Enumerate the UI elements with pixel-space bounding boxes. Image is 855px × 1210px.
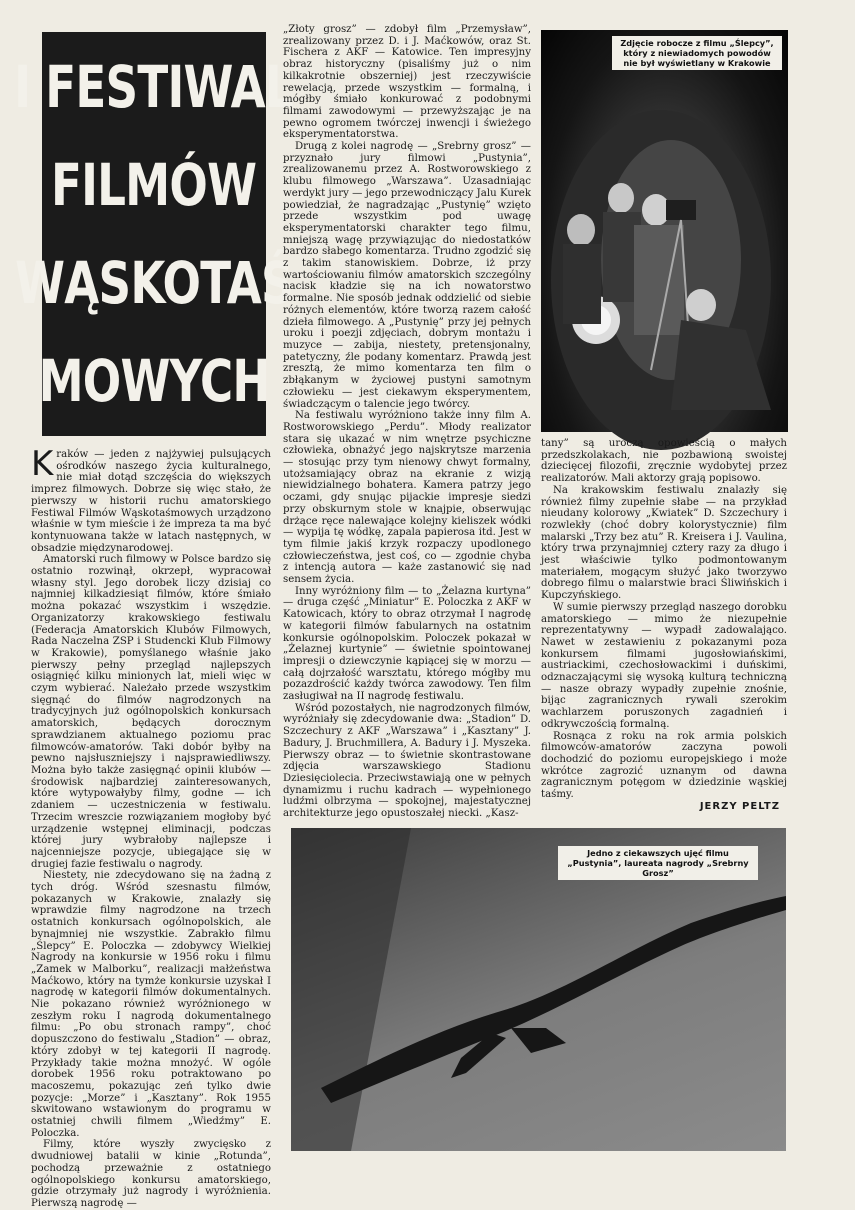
article-paragraph: Na krakowskim festiwalu znalazły się również filmy zupełnie słabe — na przykład nieudany kolorowy „Kwiatek” D. Szczechury i rozwlekły (choć dobry kolorystycznie) film malarski „Trzy bez atu” R. Kreisera i J. Vaulina, który trwa przynajmniej cztery razy za długo i jest właściwie tylko podmontowanym materiałem, mogącym służyć jako tworzywo dobrego filmu o malarstwie braci Śliwińskich i Kupczyńskiego. (541, 484, 787, 602)
article-paragraph: W sumie pierwszy przegląd naszego dorobku amatorskiego — mimo że niezupełnie reprezentatywny — wypadł zadowalająco. Nawet w zestawieniu z pokazanymi poza konkursem filmami jugosłowiańskimi, austriackimi, czechosłowackimi i duńskimi, odznaczającymi się wysoką kulturą techniczną — nasze obrazy wypadły zupełnie znośnie, bijąc zagranicznych rywali szerokim wachlarzem poruszonych zagadnień i odkrywczością formalną. (541, 601, 787, 730)
article-paragraph: Niestety, nie zdecydowano się na żadną z tych dróg. Wśród szesnastu filmów, pokazanych w Krakowie, znalazły się wprawdzie filmy nagrodzone na trzech ostatnich konkursach ogólnopolskich, ale bynajmniej nie wszystkie. Zabrakło filmu „Ślepcy” E. Poloczka — zdobywcy Wielkiej Nagrody na konkursie w 1956 roku i filmu „Zamek w Malborku”, realizacji małżeństwa Maćkowo, który na tymże konkursie uzyskał I nagrodę w kategorii filmów dokumentalnych. Nie pokazano również wyróżnionego w zeszłym roku I nagrodą dokumentalnego filmu: „Po obu stronach rampy”, choć dopuszczono do festiwalu „Stadion” — obraz, który zdobył w tej kategorii II nagrodę. Przykłady takie można mnożyć. W ogóle dorobek 1956 roku potraktowano po macoszemu, pokazując zeń tylko dwie pozycje: „Morze” i „Kasztany”. Rok 1955 skwitowano wstawionym do programu w ostatniej chwili filmem „Wiedźmy” E. Poloczka. (31, 870, 271, 1139)
article-paragraph: Amatorski ruch filmowy w Polsce bardzo się ostatnio rozwinął, okrzepł, wypracował własny styl. Jego dorobek liczy dzisiaj co najmniej kilkadziesiąt filmów, które śmiało można pokazać wszystkim i wszędzie. Organizatorzy krakowskiego festiwalu (Federacja Amatorskich Klubów Filmowych, Rada Naczelna ZSP i Studencki Klub Filmowy w Krakowie), pomyślanego właśnie jako pierwszy pełny przegląd najlepszych osiągnięć kilku minionych lat, mieli więc w czym wybierać. Należało przede wszystkim sięgnąć do filmów nagrodzonych na tradycyjnych już ogólnopolskich konkursach amatorskich, będących dorocznym sprawdzianem aktualnego poziomu prac filmowców-amatorów. Taki dobór byłby na pewno najsłuszniejszy i najsprawiedliwszy. Można było także zasięgnąć opinii klubów — środowisk najbardziej zainteresowanych, które wytypowałyby filmy, godne — ich zdaniem — uczestniczenia w festiwalu. Trzecim wreszcie rozwiązaniem mogłoby być urządzenie wstępnej eliminacji, podczas której jury wybrałoby najlepsze i najcenniejsze pozycje, ubiegające się w drugiej fazie festiwalu o nagrody. (31, 554, 271, 870)
article-paragraph: Filmy, które wyszły zwycięsko z dwudniowej batalii w kinie „Rotunda”, pochodzą przeważnie z ostatniego ogólnopolskiego konkursu amatorskiego, gdzie otrzymały już nagrody i wyróżnienia. Pierwszą nagrodę — (31, 1139, 271, 1209)
article-column-3 (541, 438, 787, 801)
article-paragraph: tany” są uroczą opowieścią o małych przedszkolakach, nie pozbawioną swoistej dziecięcej filozofii, zręcznie wydobytej przez realizatorów. Mali aktorzy grają popisowo. (541, 438, 787, 485)
article-paragraph: Na festiwalu wyróżniono także inny film A. Rostworowskiego „Perdu”. Młody realizator stara się ukazać w nim wnętrze psychiczne człowieka, obnażyć jego najskrytsze marzenia — stosując przy tym nienowy chwyt formalny, utożsamiający obraz na ekranie z wizją niewidzialnego bohatera. Kamera patrzy jego oczami, gdy snując pijackie impresje siedzi przy obskurnym stole w knajpie, obserwując drżące ręce nalewające kolejny kieliszek wódki — wypija tę wódkę, zapala papierosa itd. Jest w tym filmie jakiś krzyk rozpaczy upodlonego człowieczeństwa, jest coś, co — zgodnie chyba z intencją autora — każe zastanowić się nad sensem życia. (283, 410, 531, 586)
title-line: FILMÓW (51, 151, 257, 219)
photo-caption: Jedno z ciekawszych ujęć filmu „Pustynia”, laureata nagrody „Srebrny Grosz” (558, 846, 758, 880)
title-line: MOWYCH (38, 347, 270, 415)
article-paragraph: Wśród pozostałych, nie nagrodzonych filmów, wyróżniały się zdecydowanie dwa: „Stadion” D. Szczechury z AKF „Warszawa” i „Kasztany” J. Badury, J. Bruchmillera, A. Badury i J. Myszeka. Pierwszy obraz — to świetnie skontrastowane zdjęcia warszawskiego Stadionu Dziesięciolecia. Przeciwstawiają one w pełnych dynamizmu i ruchu kadrach — wypełnionego ludźmi olbrzyma — spokojnej, majestatycznej architekturze jego opustoszałej niecki. „Kasz- (283, 702, 531, 820)
title-line: WĄSKOTAŚ (15, 249, 293, 317)
article-paragraph (31, 444, 271, 554)
photo-caption: Zdjęcie robocze z filmu „Ślepcy”, który z niewiadomych powodów nie był wyświetlany w Krakowie (612, 36, 782, 70)
article-paragraph: Rosnąca z roku na rok armia polskich filmowców-amatorów zaczyna powoli dochodzić do poziomu europejskiego i może wkrótce zagrozić uznanym od dawna zagranicznym potęgom w dziedzinie wąskiej taśmy. (541, 730, 787, 801)
article-paragraph: Inny wyróżniony film — to „Żelazna kurtyna” — druga część „Miniatur” E. Poloczka z AKF w Katowicach, który to obraz otrzymał I nagrodę w kategorii filmów fabularnych na ostatnim konkursie ogólnopolskim. Poloczek pokazał w „Żelaznej kurtynie” — świetnie spointowanej impresji o dziewczynie kąpiącej się w morzu — całą dojrzałość warsztatu, którego mógłby mu pozazdrościć każdy twórca zawodowy. Ten film zasługiwał na II nagrodę festiwalu. (283, 585, 531, 703)
festival-title (14, 32, 294, 436)
film-still-pustynia (291, 828, 786, 1151)
film-still-slepcy (541, 30, 788, 432)
article-paragraph: „Złoty grosz” — zdobył film „Przemysław”, zrealizowany przez D. i J. Maćkowów, oraz St. Fischera z AKF — Katowice. Ten impresyjny obraz historyczny (pisaliśmy już o nim kilkakrotnie obszerniej) jest rzeczywiście rewelacją, przede wszystkim — formalną, i mógłby śmiało konkurować z podobnymi filmami zawodowymi — przewyższając je na pewno ogromem twórczej inwencji i świeżego eksperymentatorstwa. (283, 24, 531, 141)
drop-cap: K (31, 444, 54, 484)
article-column-1 (31, 444, 271, 1209)
article-paragraph: Drugą z kolei nagrodę — „Srebrny grosz” — przyznało jury filmowi „Pustynia”, zrealizowanemu przez A. Rostworowskiego z klubu filmowego „Warszawa”. Uzasadniając werdykt jury — jego przewodniczący Jalu Kurek powiedział, że nagradzając „Pustynię” wzięto przede wszystkim pod uwagę eksperymentatorski charakter tego filmu, mniejszą wagę przywiązując do niedostatków bardzo słabego komentarza. Trudno zgodzić się z takim stanowiskiem. Dobrze, iż przy wartościowaniu filmów amatorskich szczególny nacisk kładzie się na ich nowatorstwo formalne. Nie sposób jednak oddzielić od siebie różnych elementów, które tworzą razem całość dzieła filmowego. A „Pustynię” przy jej pełnych uroku i poezji zdjęciach, dobrym montażu i muzyce — zabija, niestety, pretensjonalny, patetyczny, źle podany komentarz. Prawdą jest zresztą, że mimo komentarza ten film o zbłąkanym w życiowej pustyni samotnym człowieku — jest ciekawym eksperymentem, świadczącym o talencie jego twórcy. (283, 141, 531, 410)
author-byline: JERZY PELTZ (699, 801, 780, 812)
paragraph-text: raków — jeden z najżywiej pulsujących ośrodków naszego życia kulturalnego, nie miał dotąd szczęścia do większych imprez filmowych. Dobrze się więc stało, że pierwszy w historii ruchu amatorskiego Festiwal Filmów Wąskotaśmowych urządzono właśnie w tym mieście i że impreza ta ma być kontynuowana także w latach następnych, w obsadzie międzynarodowej. (31, 449, 271, 554)
title-line: I FESTIWAL (14, 53, 294, 121)
cave-scene-illustration (541, 30, 788, 432)
